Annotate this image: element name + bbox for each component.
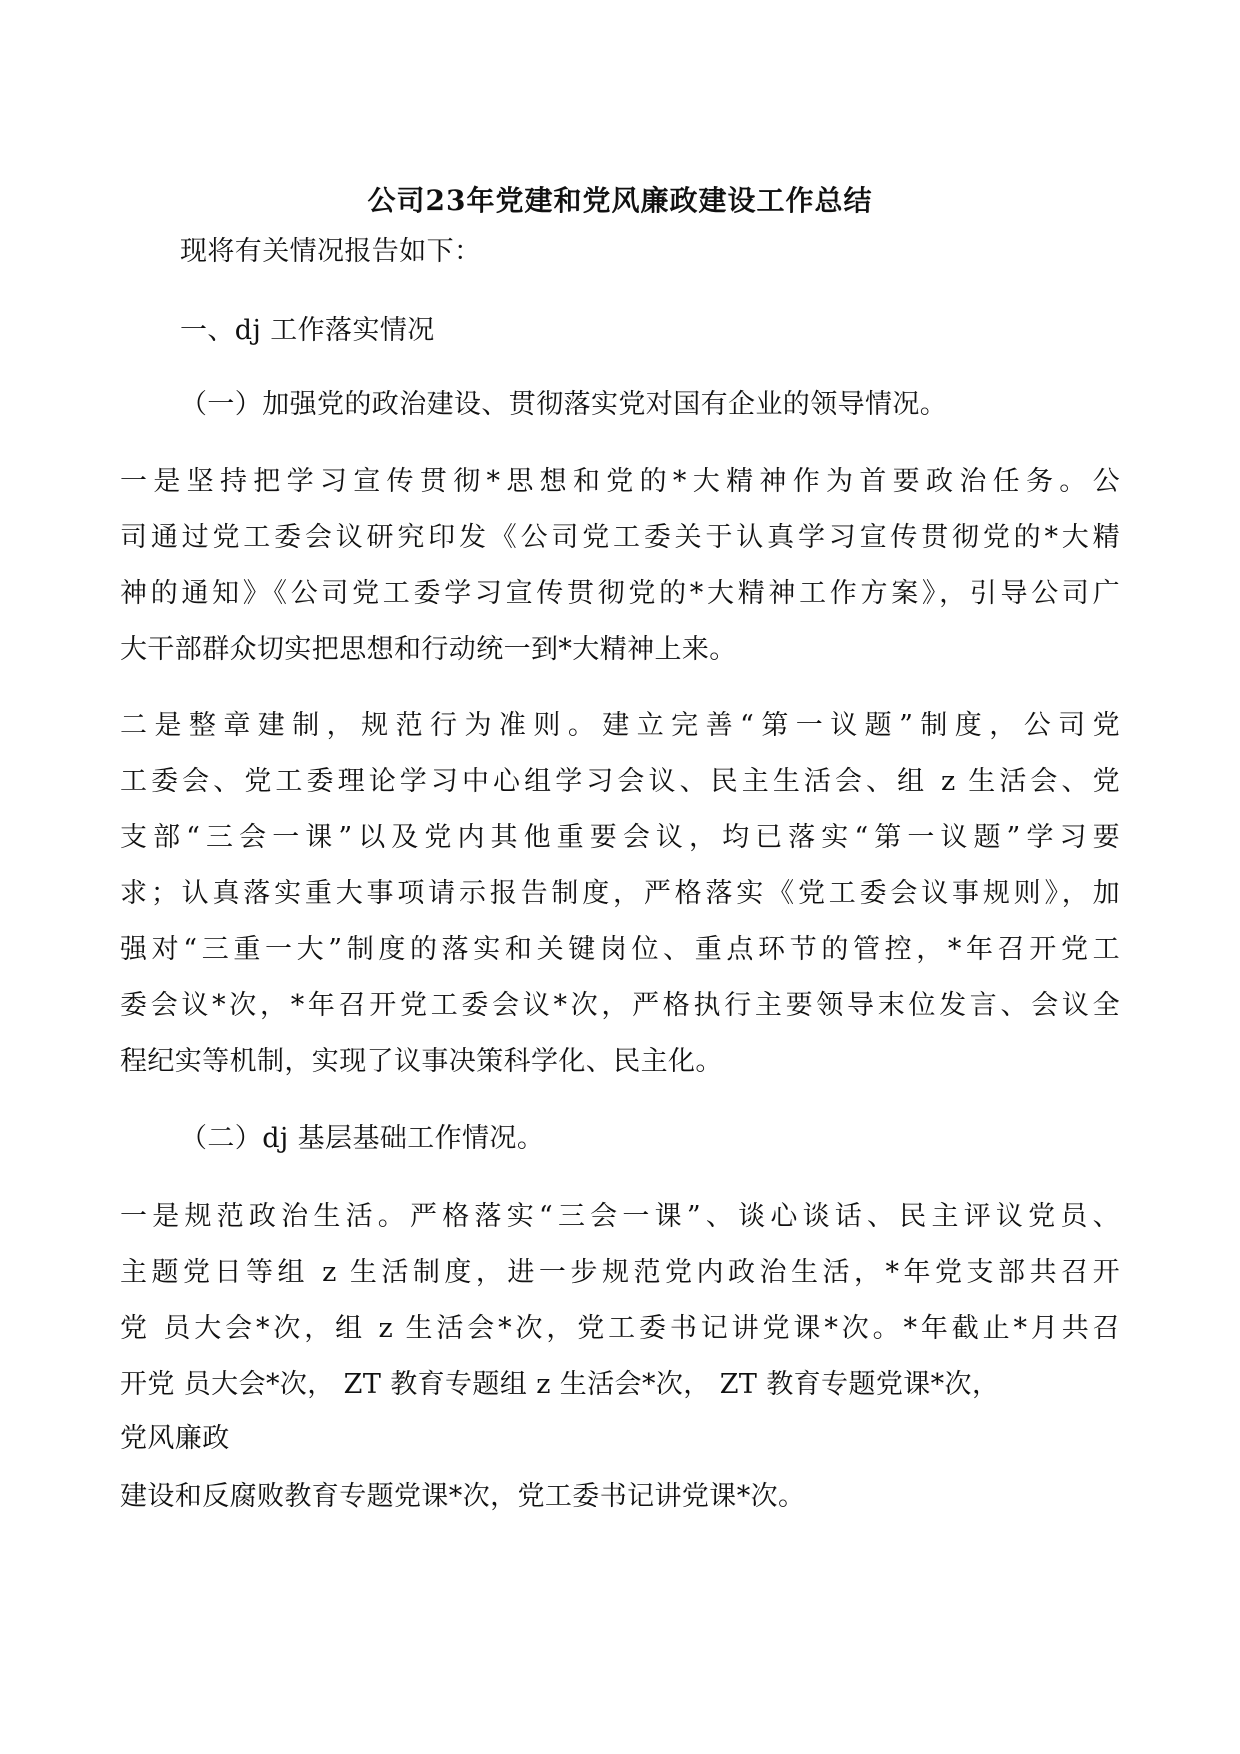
paragraph-line: 大干部群众切实把思想和行动统一到*大精神上来。: [120, 634, 737, 665]
paragraph-line: 司通过党工委会议研究印发《公司党工委关于认真学习宣传贯彻党的*大精: [120, 522, 1120, 553]
paragraph-line: 支部“三会一课”以及党内其他重要会议，均已落实“第一议题”学习要: [120, 822, 1120, 853]
paragraph-line: 党风廉政: [120, 1423, 230, 1454]
paragraph-line: 委会议*次，*年召开党工委会议*次，严格执行主要领导末位发言、会议全: [120, 990, 1120, 1021]
paragraph-line: 现将有关情况报告如下：: [180, 236, 482, 267]
paragraph-line: 程纪实等机制，实现了议事决策科学化、民主化。: [120, 1046, 723, 1077]
subsection-heading: （二）dj 基层基础工作情况。: [180, 1123, 545, 1154]
paragraph-line: 神的通知》《公司党工委学习宣传贯彻党的*大精神工作方案》，引导公司广: [120, 578, 1120, 609]
document-title: 公司23年党建和党风廉政建设工作总结: [367, 184, 873, 217]
subsection-heading: （一）加强党的政治建设、贯彻落实党对国有企业的领导情况。: [180, 389, 948, 420]
paragraph-line: 一是坚持把学习宣传贯彻*思想和党的*大精神作为首要政治任务。公: [120, 466, 1120, 497]
paragraph-line: 主题党日等组 z 生活制度，进一步规范党内政治生活，*年党支部共召开: [120, 1257, 1120, 1288]
paragraph-line: 工委会、党工委理论学习中心组学习会议、民主生活会、组 z 生活会、党: [120, 766, 1120, 797]
paragraph-line: 一是规范政治生活。严格落实“三会一课”、谈心谈话、民主评议党员、: [120, 1201, 1120, 1232]
paragraph-line: 求；认真落实重大事项请示报告制度，严格落实《党工委会议事规则》，加: [120, 878, 1120, 909]
paragraph-line: 党 员大会*次，组 z 生活会*次，党工委书记讲党课*次。*年截止*月共召: [120, 1313, 1120, 1344]
paragraph-line: 二是整章建制，规范行为准则。建立完善“第一议题”制度，公司党: [120, 710, 1120, 741]
section-heading: 一、dj 工作落实情况: [180, 315, 435, 346]
paragraph-line: 建设和反腐败教育专题党课*次，党工委书记讲党课*次。: [120, 1481, 806, 1512]
paragraph-line: 强对“三重一大”制度的落实和关键岗位、重点环节的管控，*年召开党工: [120, 934, 1120, 965]
paragraph-line: 开党 员大会*次， ZT 教育专题组 z 生活会*次， ZT 教育专题党课*次，: [120, 1369, 1000, 1400]
